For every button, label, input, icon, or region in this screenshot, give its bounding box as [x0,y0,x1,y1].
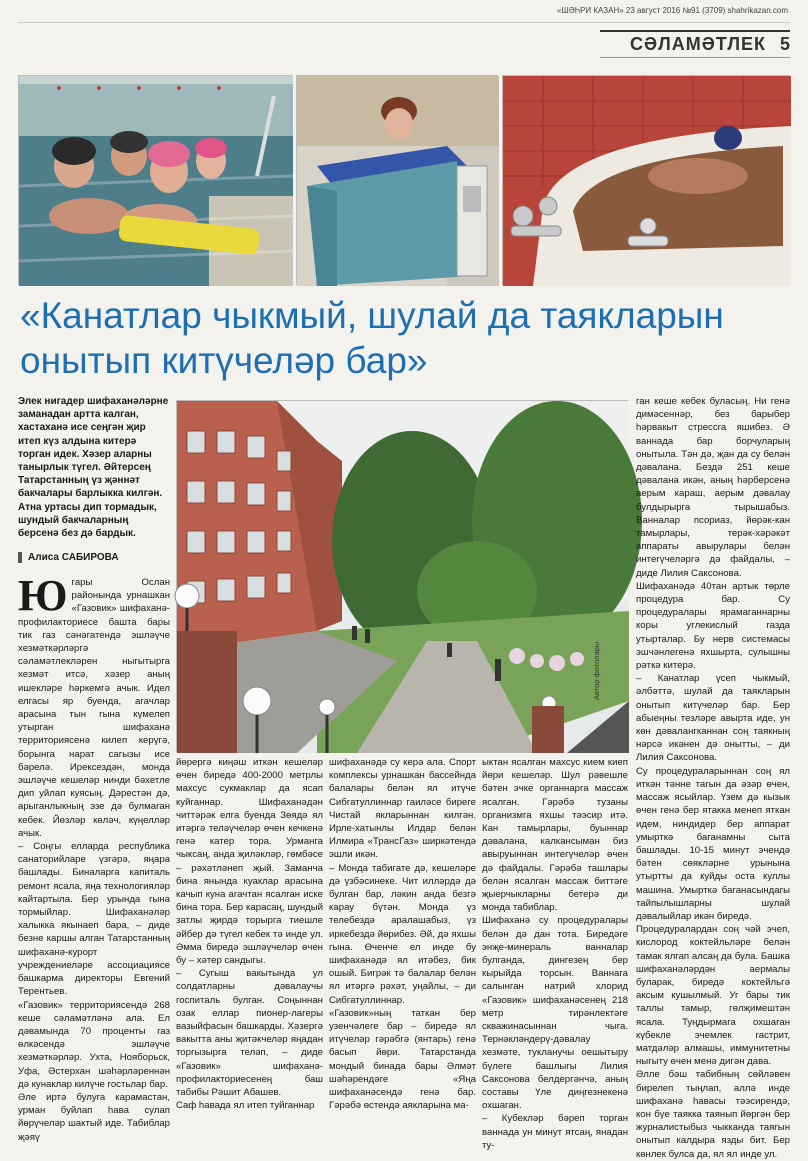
paragraph: – Канатлар үсеп чыкмый, әлбәттә, шулай да таякларын онытып китүчеләр бар. Бер абыеңны тезләре авырта иде, ун көн дәвалангканнан соң таякның нәрсә икәнен дә онытты, – ди Лилия Саксонова. [636,673,790,764]
park-image [177,401,629,753]
article-headline: «Канатлар чыкмый, шулай да таякларын онытып китүчеләр бар» [20,295,724,381]
article-author: Алиса САБИРОВА [18,552,170,563]
paragraph: – Кубекләр бәреп торган ваннада ун минут ятсаң, янадан ту- [482,1113,628,1151]
paragraph: «Газовик» территориясендә 268 кеше сәламәтләнә ала. Ел дәвамында 70 проценты газ өлкәсендә эшләүче хезмәткәрләр. Ухта, Нояборьск, Уфа, Әстерхан шәһәрләреннән дә кунаклар килүче гостьлар бар. [18,999,170,1090]
paragraph: – Сугыш вакытында ул солдатларны дәвалаучы госпиталь булган. Соңыннан озак еллар пионер-лагеры вазыйфасын башкарды. Хәзергә вакытта аны җитәкчеләр яңадан торгызырга теләп, – диде «Газовик» шифаханә-профилакториесенең баш табибы Рәшит Абашев. [176,968,323,1099]
section-name: СӘЛАМӘТЛЕК [630,34,766,54]
text-column-2 [176,756,323,1112]
top-rule [18,22,790,23]
paragraph: Процедуралардан соң чәй эчеп, кислород коктейльләре белән тамак ялгап алсаң да була. Башка шифаханәләрдән аермалы буларак, биредә коктейльгә аксым кушылмый. Уг бары тик таллы тамыр, гөлҗимештән ясала. Туңдырмага охшаган күбекле эчемлек гастрит, матдәләр алмашы, иммунитетны ныгыту өчен менә дигән дава. [636,924,790,1068]
photo-bath [502,75,790,285]
dropcap: Ю [18,571,68,620]
paragraph: Саф һавада ял итеп туйганнар [176,1100,315,1112]
photo-pool [18,75,292,285]
paragraph: шифаханәдә су керә ала. Спорт комплексы урнашкан бассейнда балалары белән ял итүче Сибгатуллиннар гаиләсе биреге Чистай якларыннан килгән. Ирле-хатынлы Илдар белән Илмира «ТрансГаз» ширкәтендә эшли икән. [329,757,476,861]
paragraph: «Газовик»ның таткан бер узенчәлеге бар – биредә ял итүчеләр гәрәбгә (янтарь) генә басып йөри. Татарстанда мондый бинада бары Әлмәт шәһәрендәге «Яңа шифаханәсендә генә бар. Гәрәбә өстендә аякларына ма- [329,1007,476,1112]
text-column-1 [18,571,170,1143]
paragraph: Әле иртә булуга карамастан, урман буйлап һава сулап йөрүчеләр шактый иде. Табиблар җәяү [18,1091,170,1143]
masthead: «ШӘҺРИ КАЗАН» 23 август 2016 №91 (3709) shahrikazan.com [556,6,788,15]
paragraph: – Монда табигате дә, кешеләре дә үзбәсинеке. Чит илләрдә дә булган бар, ләкин анда безгә карау бүтән. Монда үз телебездә аралашабыз, үз иркебездә йөрибез. Әй, дә яхшы гына. Өченче ел инде бу шифаханәдә ял итәбез, бик ошый. Бигрәк тә балалар белән ял итәргә рәхәт, уңайлы, – ди Сибгатуллиннар. [329,862,476,1006]
section-header [600,30,790,58]
paragraph: Шифаханә су процедуралары белән дә дан тота. Биредәге энҗе-минераль ванналар булганда, дингезең бер кырыйда торсын. Ваннага салынган натрий хлорид «Газовик» шифаханәсенең 218 метр тирәнлектәге скважинасыннан чыга. Тернәкләндерү-дәвалау хезмәте, тукланучы оешытыру бүлеге башлыгы Лилия Саксонова белдергәнчә, аның составы Үле диңгезнекенә охшаган. [482,915,628,1112]
article-lead: Элек нигадер шифаханәләрне заманадан артта калган, хастаханә исе сеңгән җир итеп күз алдына китерә торган идек. Хәзер аларны танырлык түгел. Әйтерсең Татарстанның үз җәннәт бакчалары барлыкка килгән. Атна уртасы дип тормадык, шундый бакчаларның берсенә без дә бардык. [18,396,169,540]
text-column-5 [636,395,790,1160]
paragraph: гары Ослан районында урнашкан «Газовик» шифаханә-профилакториесе башта бары тик газ сәнәгатендә эшләүче хезмәткәрләргә сәламәтлекләрен ныгытырга хезмәт итсә, хәзер аның ишекләре һәркемгә ачык. Идел елгасы яр буенда, агачлар арасына тын гына күмелеп утырган шифаханә территориясенә килеп керүгә, борынга нарат сагызы исе бәрелә. Ирексездән, монда эшләүче кешеләр нинди бәхетле дип уйлап куясың. Дәрестән дә, арыганлыкның эзе дә булмаган кебек. Йөзләр көләч, күңелләр ачык. [18,577,170,839]
paragraph: ган кеше кебек буласың. Ни генә димәсеннәр, без барыбер һәрвакыт стрессга яшибез. Ә ваннада бар борчуларың онытыла. Тән дә, җан да су белән дәвалана. Бездә 251 кеше дәвалана икән, аның һәрберсенә аерым караш, аерым дәвалау булдырырга тырышабыз. Ванналар псориаз, йөрәк-кан тамырлары, терәк-хәрәкәт аппараты авырулары белән интегүчеләргә дә файдалы, – диде Лилия Саксонова. [636,396,790,579]
bath-image [503,76,791,286]
paragraph: йөрергә киңәш иткән кешеләр өчен биредә 400-2000 метрлы махсус сукмаклар да ясап куйганнар. Шифаханәдән читтәрәк елга буенда Зөядә ял итәргә теләүчеләр өчен кечкенә генә катер тора. Урманга чыксаң, анда җиләкләр, гөмбәсе – рәхәтләнеп җый. Заманча бина янында куаклар арасына качып куна агачтан ясалган иске бина тора. Бер карасаң, шундый затлы җирдә торырга тиешле әйбер дә түгел кебек тә инде ул. Әмма биредә эшләүчеләр өчен бу – хәтер сандыгы. [176,757,323,967]
treatment-image [297,76,499,286]
paragraph: – Соңгы елларда республика санаторийларе үзгәрә, яңара башлады. Биналарга капиталь ремонт ясала, яңа технологияләр кайтартыла. Бер урында гына тормыйлар. Шифаханәләр халыкка якынаеп бара, – диде безне каршы алган Татарстанның шифаханә-курорт учреждениеләре ассоциациясе башкарма директоры Евгений Терентьев. [18,841,170,998]
paragraph: ыктан ясалган махсус кием киеп йөри кешеләр. Шул рәвешле бәтен эчке органнарга массаж ясалган. Гәрәбә тузаны организмга яхшы тәэсир итә. Кан тамырлары, буыннар дәвалана, калкансыман биз авыруыннан интегүчеләр өчен дә файдалы. Гәрәбә ташлары белән ясалган массаж биттәге җыерчыкларны бетерә ди монда табиблар. [482,757,628,914]
paragraph: Шифаханәдә 40тан артык төрле процедура бар. Су процедуралары ярамаганнарны коры углекислый газда утырталар. Бу нерв системасы эшчәнлегенә яхшырта, сулышны рәткә китерә. [636,580,790,672]
text-column-3 [329,756,476,1112]
photo-park [176,400,628,752]
photo-treatment [296,75,498,285]
photo-credit: Автор фотолары [592,641,601,700]
paragraph: Су процедураларыннан соң ял иткән тәнне тагын да әзәр өчен, массаж ясыйлар. Үзем дә кызык өчен генә бер ятакка менеп яткан идем, ниндидер бер аппарат умырткә баганамны сыта башлады. 10-15 минут эчендә бәтен сөякләрне урынына утыртты да куйды оста куллы машина. Умырткә баганасындагы тайпылышларны шулай дәвалыйлар икән биредә. [636,765,790,922]
pool-image [19,76,293,286]
paragraph: Әлле бәш табибның сөйләвен бирелеп тыңлап, аллә инде шифаханә һавасы тәэсирендә, кон бүе таякка таянып йөргән бер журналистыбыз чыкканда таягын онытып калдыра язды бит. Бер көнлек булса да, ял ял инде ул. [636,1069,790,1160]
text-column-4 [482,756,628,1151]
page-number: 5 [779,34,790,54]
